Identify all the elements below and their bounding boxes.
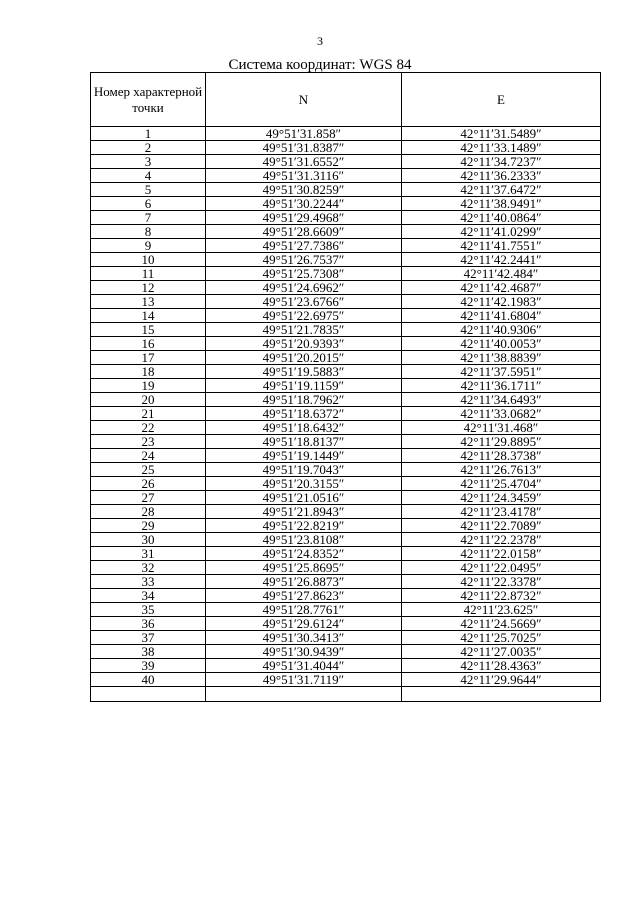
cell-point-number: 23 [91, 435, 206, 449]
coordinate-system-title: Система координат: WGS 84 [228, 57, 412, 73]
cell-e-coordinate: 42°11′34.6493″ [402, 393, 601, 407]
table-row [91, 155, 601, 169]
cell-n-coordinate: 49°51′25.8695″ [206, 561, 402, 575]
cell-point-number: 8 [91, 225, 206, 239]
cell-e-coordinate: 42°11′25.4704″ [402, 477, 601, 491]
cell-point-number: 40 [91, 673, 206, 687]
cell-e-coordinate: 42°11′22.0158″ [402, 547, 601, 561]
cell-n-coordinate: 49°51′24.8352″ [206, 547, 402, 561]
cell-e-coordinate: 42°11′23.4178″ [402, 505, 601, 519]
table-row [91, 267, 601, 281]
cell-point-number: 37 [91, 631, 206, 645]
table-row [91, 351, 601, 365]
table-row [91, 645, 601, 659]
cell-n-coordinate: 49°51′31.4044″ [206, 659, 402, 673]
cell-e-coordinate: 42°11′41.0299″ [402, 225, 601, 239]
cell-n-coordinate: 49°51′21.0516″ [206, 491, 402, 505]
table-row [91, 225, 601, 239]
cell-e-coordinate: 42°11′27.0035″ [402, 645, 601, 659]
table-row [91, 631, 601, 645]
cell-e-coordinate: 42°11′26.7613″ [402, 463, 601, 477]
table-header-row [91, 73, 601, 127]
cell-point-number: 20 [91, 393, 206, 407]
table-row [91, 491, 601, 505]
cell-e-coordinate: 42°11′22.0495″ [402, 561, 601, 575]
table-row [91, 421, 601, 435]
cell-e-coordinate: 42°11′42.484″ [402, 267, 601, 281]
table-row [91, 393, 601, 407]
cell-n-coordinate: 49°51′19.1159″ [206, 379, 402, 393]
cell-n-coordinate [206, 687, 402, 702]
table-row [91, 435, 601, 449]
cell-n-coordinate: 49°51′19.7043″ [206, 463, 402, 477]
cell-point-number: 1 [91, 127, 206, 141]
cell-point-number: 22 [91, 421, 206, 435]
cell-e-coordinate: 42°11′24.5669″ [402, 617, 601, 631]
cell-n-coordinate: 49°51′23.6766″ [206, 295, 402, 309]
cell-e-coordinate: 42°11′22.7089″ [402, 519, 601, 533]
table-row [91, 323, 601, 337]
cell-n-coordinate: 49°51′18.6432″ [206, 421, 402, 435]
cell-point-number: 6 [91, 197, 206, 211]
cell-n-coordinate: 49°51′18.7962″ [206, 393, 402, 407]
table-row [91, 463, 601, 477]
cell-n-coordinate: 49°51′18.6372″ [206, 407, 402, 421]
cell-point-number: 3 [91, 155, 206, 169]
cell-n-coordinate: 49°51′31.6552″ [206, 155, 402, 169]
cell-e-coordinate: 42°11′31.5489″ [402, 127, 601, 141]
cell-n-coordinate: 49°51′24.6962″ [206, 281, 402, 295]
cell-n-coordinate: 49°51′20.3155″ [206, 477, 402, 491]
table-row [91, 589, 601, 603]
header-e: E [402, 73, 601, 127]
cell-point-number: 19 [91, 379, 206, 393]
cell-point-number: 31 [91, 547, 206, 561]
cell-point-number: 5 [91, 183, 206, 197]
table-row [91, 337, 601, 351]
coordinates-table [90, 72, 601, 702]
cell-e-coordinate: 42°11′29.9644″ [402, 673, 601, 687]
cell-e-coordinate: 42°11′31.468″ [402, 421, 601, 435]
table-row [91, 281, 601, 295]
cell-e-coordinate: 42°11′38.8839″ [402, 351, 601, 365]
cell-point-number: 18 [91, 365, 206, 379]
cell-n-coordinate: 49°51′31.858″ [206, 127, 402, 141]
cell-point-number: 15 [91, 323, 206, 337]
cell-n-coordinate: 49°51′21.8943″ [206, 505, 402, 519]
cell-e-coordinate: 42°11′37.5951″ [402, 365, 601, 379]
cell-e-coordinate: 42°11′22.2378″ [402, 533, 601, 547]
cell-e-coordinate: 42°11′41.7551″ [402, 239, 601, 253]
cell-n-coordinate: 49°51′20.2015″ [206, 351, 402, 365]
cell-point-number: 17 [91, 351, 206, 365]
cell-n-coordinate: 49°51′30.9439″ [206, 645, 402, 659]
cell-e-coordinate: 42°11′37.6472″ [402, 183, 601, 197]
cell-n-coordinate: 49°51′31.7119″ [206, 673, 402, 687]
cell-point-number: 2 [91, 141, 206, 155]
table-row [91, 687, 601, 702]
table-row [91, 449, 601, 463]
cell-point-number: 34 [91, 589, 206, 603]
table-row [91, 183, 601, 197]
cell-n-coordinate: 49°51′30.8259″ [206, 183, 402, 197]
cell-n-coordinate: 49°51′20.9393″ [206, 337, 402, 351]
cell-point-number: 7 [91, 211, 206, 225]
cell-e-coordinate [402, 687, 601, 702]
table-row [91, 477, 601, 491]
cell-e-coordinate: 42°11′25.7025″ [402, 631, 601, 645]
cell-e-coordinate: 42°11′42.4687″ [402, 281, 601, 295]
cell-e-coordinate: 42°11′40.0864″ [402, 211, 601, 225]
cell-n-coordinate: 49°51′31.8387″ [206, 141, 402, 155]
cell-point-number: 29 [91, 519, 206, 533]
cell-n-coordinate: 49°51′21.7835″ [206, 323, 402, 337]
cell-n-coordinate: 49°51′26.7537″ [206, 253, 402, 267]
table-row [91, 211, 601, 225]
table-row [91, 169, 601, 183]
cell-point-number: 13 [91, 295, 206, 309]
cell-e-coordinate: 42°11′40.9306″ [402, 323, 601, 337]
cell-point-number: 21 [91, 407, 206, 421]
cell-n-coordinate: 49°51′22.6975″ [206, 309, 402, 323]
table-row [91, 141, 601, 155]
cell-n-coordinate: 49°51′27.8623″ [206, 589, 402, 603]
cell-e-coordinate: 42°11′28.4363″ [402, 659, 601, 673]
cell-point-number: 26 [91, 477, 206, 491]
cell-point-number: 11 [91, 267, 206, 281]
cell-point-number: 25 [91, 463, 206, 477]
header-n: N [206, 73, 402, 127]
cell-e-coordinate: 42°11′38.9491″ [402, 197, 601, 211]
table-row [91, 575, 601, 589]
cell-e-coordinate: 42°11′42.2441″ [402, 253, 601, 267]
cell-n-coordinate: 49°51′29.4968″ [206, 211, 402, 225]
cell-e-coordinate: 42°11′33.0682″ [402, 407, 601, 421]
cell-e-coordinate: 42°11′41.6804″ [402, 309, 601, 323]
cell-e-coordinate: 42°11′36.1711″ [402, 379, 601, 393]
cell-point-number: 32 [91, 561, 206, 575]
table-row [91, 659, 601, 673]
cell-point-number: 4 [91, 169, 206, 183]
cell-e-coordinate: 42°11′34.7237″ [402, 155, 601, 169]
table-row [91, 365, 601, 379]
page-number: 3 [317, 34, 323, 48]
cell-point-number: 14 [91, 309, 206, 323]
table-row [91, 603, 601, 617]
table-row [91, 379, 601, 393]
cell-point-number: 35 [91, 603, 206, 617]
cell-e-coordinate: 42°11′24.3459″ [402, 491, 601, 505]
cell-n-coordinate: 49°51′22.8219″ [206, 519, 402, 533]
cell-point-number: 9 [91, 239, 206, 253]
cell-n-coordinate: 49°51′26.8873″ [206, 575, 402, 589]
table-row [91, 309, 601, 323]
cell-n-coordinate: 49°51′19.5883″ [206, 365, 402, 379]
table-row [91, 505, 601, 519]
cell-point-number [91, 687, 206, 702]
cell-e-coordinate: 42°11′36.2333″ [402, 169, 601, 183]
table-row [91, 295, 601, 309]
cell-e-coordinate: 42°11′42.1983″ [402, 295, 601, 309]
cell-n-coordinate: 49°51′25.7308″ [206, 267, 402, 281]
cell-n-coordinate: 49°51′31.3116″ [206, 169, 402, 183]
table-row [91, 673, 601, 687]
cell-point-number: 28 [91, 505, 206, 519]
cell-n-coordinate: 49°51′27.7386″ [206, 239, 402, 253]
table-row [91, 547, 601, 561]
table-row [91, 127, 601, 141]
cell-e-coordinate: 42°11′22.8732″ [402, 589, 601, 603]
cell-point-number: 38 [91, 645, 206, 659]
cell-e-coordinate: 42°11′22.3378″ [402, 575, 601, 589]
table-row [91, 533, 601, 547]
table-row [91, 561, 601, 575]
cell-e-coordinate: 42°11′29.8895″ [402, 435, 601, 449]
cell-e-coordinate: 42°11′40.0053″ [402, 337, 601, 351]
header-point-number: Номер характерной точки [91, 73, 206, 127]
cell-point-number: 10 [91, 253, 206, 267]
cell-e-coordinate: 42°11′33.1489″ [402, 141, 601, 155]
cell-point-number: 16 [91, 337, 206, 351]
cell-n-coordinate: 49°51′28.7761″ [206, 603, 402, 617]
cell-point-number: 12 [91, 281, 206, 295]
cell-point-number: 39 [91, 659, 206, 673]
table-row [91, 519, 601, 533]
table-row [91, 197, 601, 211]
cell-point-number: 36 [91, 617, 206, 631]
cell-point-number: 30 [91, 533, 206, 547]
cell-e-coordinate: 42°11′28.3738″ [402, 449, 601, 463]
table-row [91, 407, 601, 421]
table-row [91, 253, 601, 267]
cell-n-coordinate: 49°51′30.3413″ [206, 631, 402, 645]
cell-n-coordinate: 49°51′30.2244″ [206, 197, 402, 211]
cell-n-coordinate: 49°51′18.8137″ [206, 435, 402, 449]
cell-n-coordinate: 49°51′19.1449″ [206, 449, 402, 463]
table-row [91, 617, 601, 631]
table-row [91, 239, 601, 253]
table-body [91, 127, 601, 702]
cell-point-number: 27 [91, 491, 206, 505]
cell-n-coordinate: 49°51′23.8108″ [206, 533, 402, 547]
cell-point-number: 33 [91, 575, 206, 589]
cell-n-coordinate: 49°51′28.6609″ [206, 225, 402, 239]
cell-point-number: 24 [91, 449, 206, 463]
cell-n-coordinate: 49°51′29.6124″ [206, 617, 402, 631]
cell-e-coordinate: 42°11′23.625″ [402, 603, 601, 617]
